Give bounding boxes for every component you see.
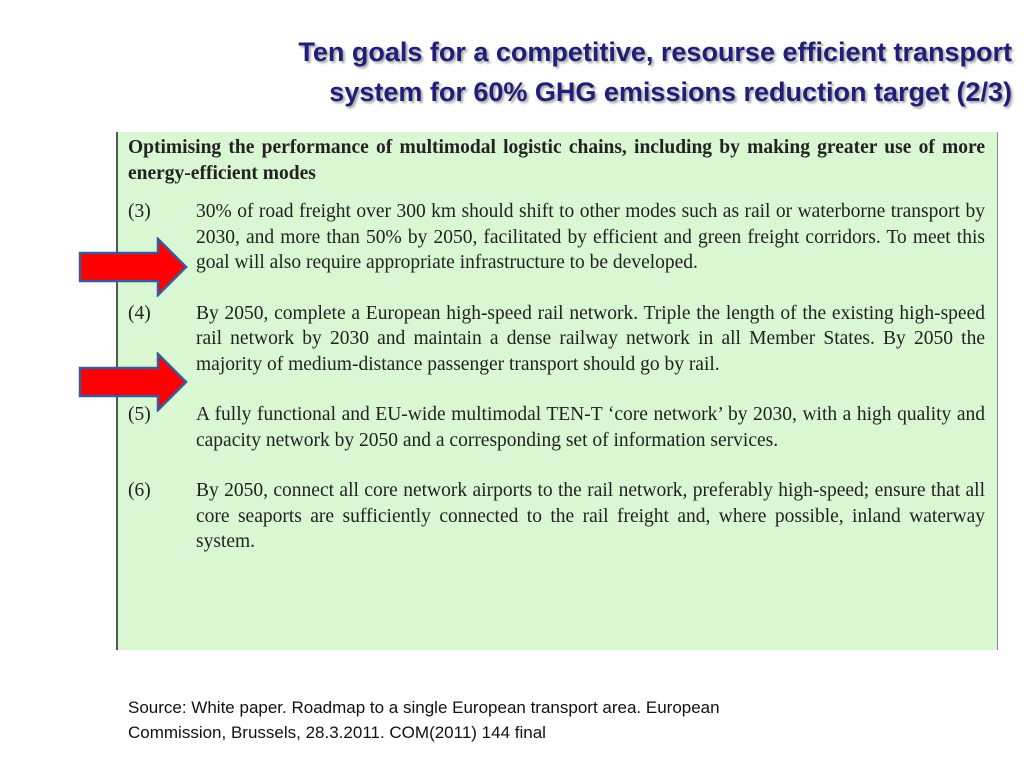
right-arrow-icon xyxy=(78,237,188,297)
goal-text: A fully functional and EU-wide multimodal TEN-T ‘core network’ by 2030, with a high quality and capacity network by 2050 and a corresponding set of information services. xyxy=(196,404,985,451)
goal-item xyxy=(128,199,985,276)
excerpt-heading: Optimising the performance of multimodal logistic chains, including by making greater use of more energy-efficient modes xyxy=(128,137,985,184)
goal-number: (6) xyxy=(128,480,151,501)
goal-text: 30% of road freight over 300 km should shift to other modes such as rail or waterborne transport by 2030, and more than 50% by 2050, facilitated by efficient and green freight corridors. To meet this goal will also require appropriate infrastructure to be developed. xyxy=(196,201,985,273)
goal-item xyxy=(128,478,985,555)
goal-number: (3) xyxy=(128,201,151,222)
right-arrow-icon xyxy=(78,352,188,412)
goal-text: By 2050, connect all core network airports to the rail network, preferably high-speed; ensure that all core seaports are sufficiently connected to the rail freight and, where possible, inland waterway system. xyxy=(196,480,985,552)
goal-text: By 2050, complete a European high-speed rail network. Triple the length of the existing high-speed rail network by 2030 and maintain a dense railway network in all Member States. By 2050 the majority of medium-distance passenger transport should go by rail. xyxy=(196,302,985,375)
slide-title-line-1: Ten goals for a competitive, resourse efficient transport xyxy=(298,37,1012,67)
slide-title xyxy=(60,32,1012,112)
source-citation xyxy=(128,695,948,745)
goal-item xyxy=(128,301,985,378)
goal-number: (4) xyxy=(128,302,151,324)
goal-number: (5) xyxy=(128,404,151,425)
goal-item xyxy=(128,402,985,453)
document-excerpt xyxy=(116,132,998,650)
source-line-2: Commission, Brussels, 28.3.2011. COM(2011) 144 final xyxy=(128,723,546,742)
source-line-1: Source: White paper. Roadmap to a single European transport area. European xyxy=(128,698,720,717)
slide-title-line-2: system for 60% GHG emissions reduction target (2/3) xyxy=(329,77,1012,107)
